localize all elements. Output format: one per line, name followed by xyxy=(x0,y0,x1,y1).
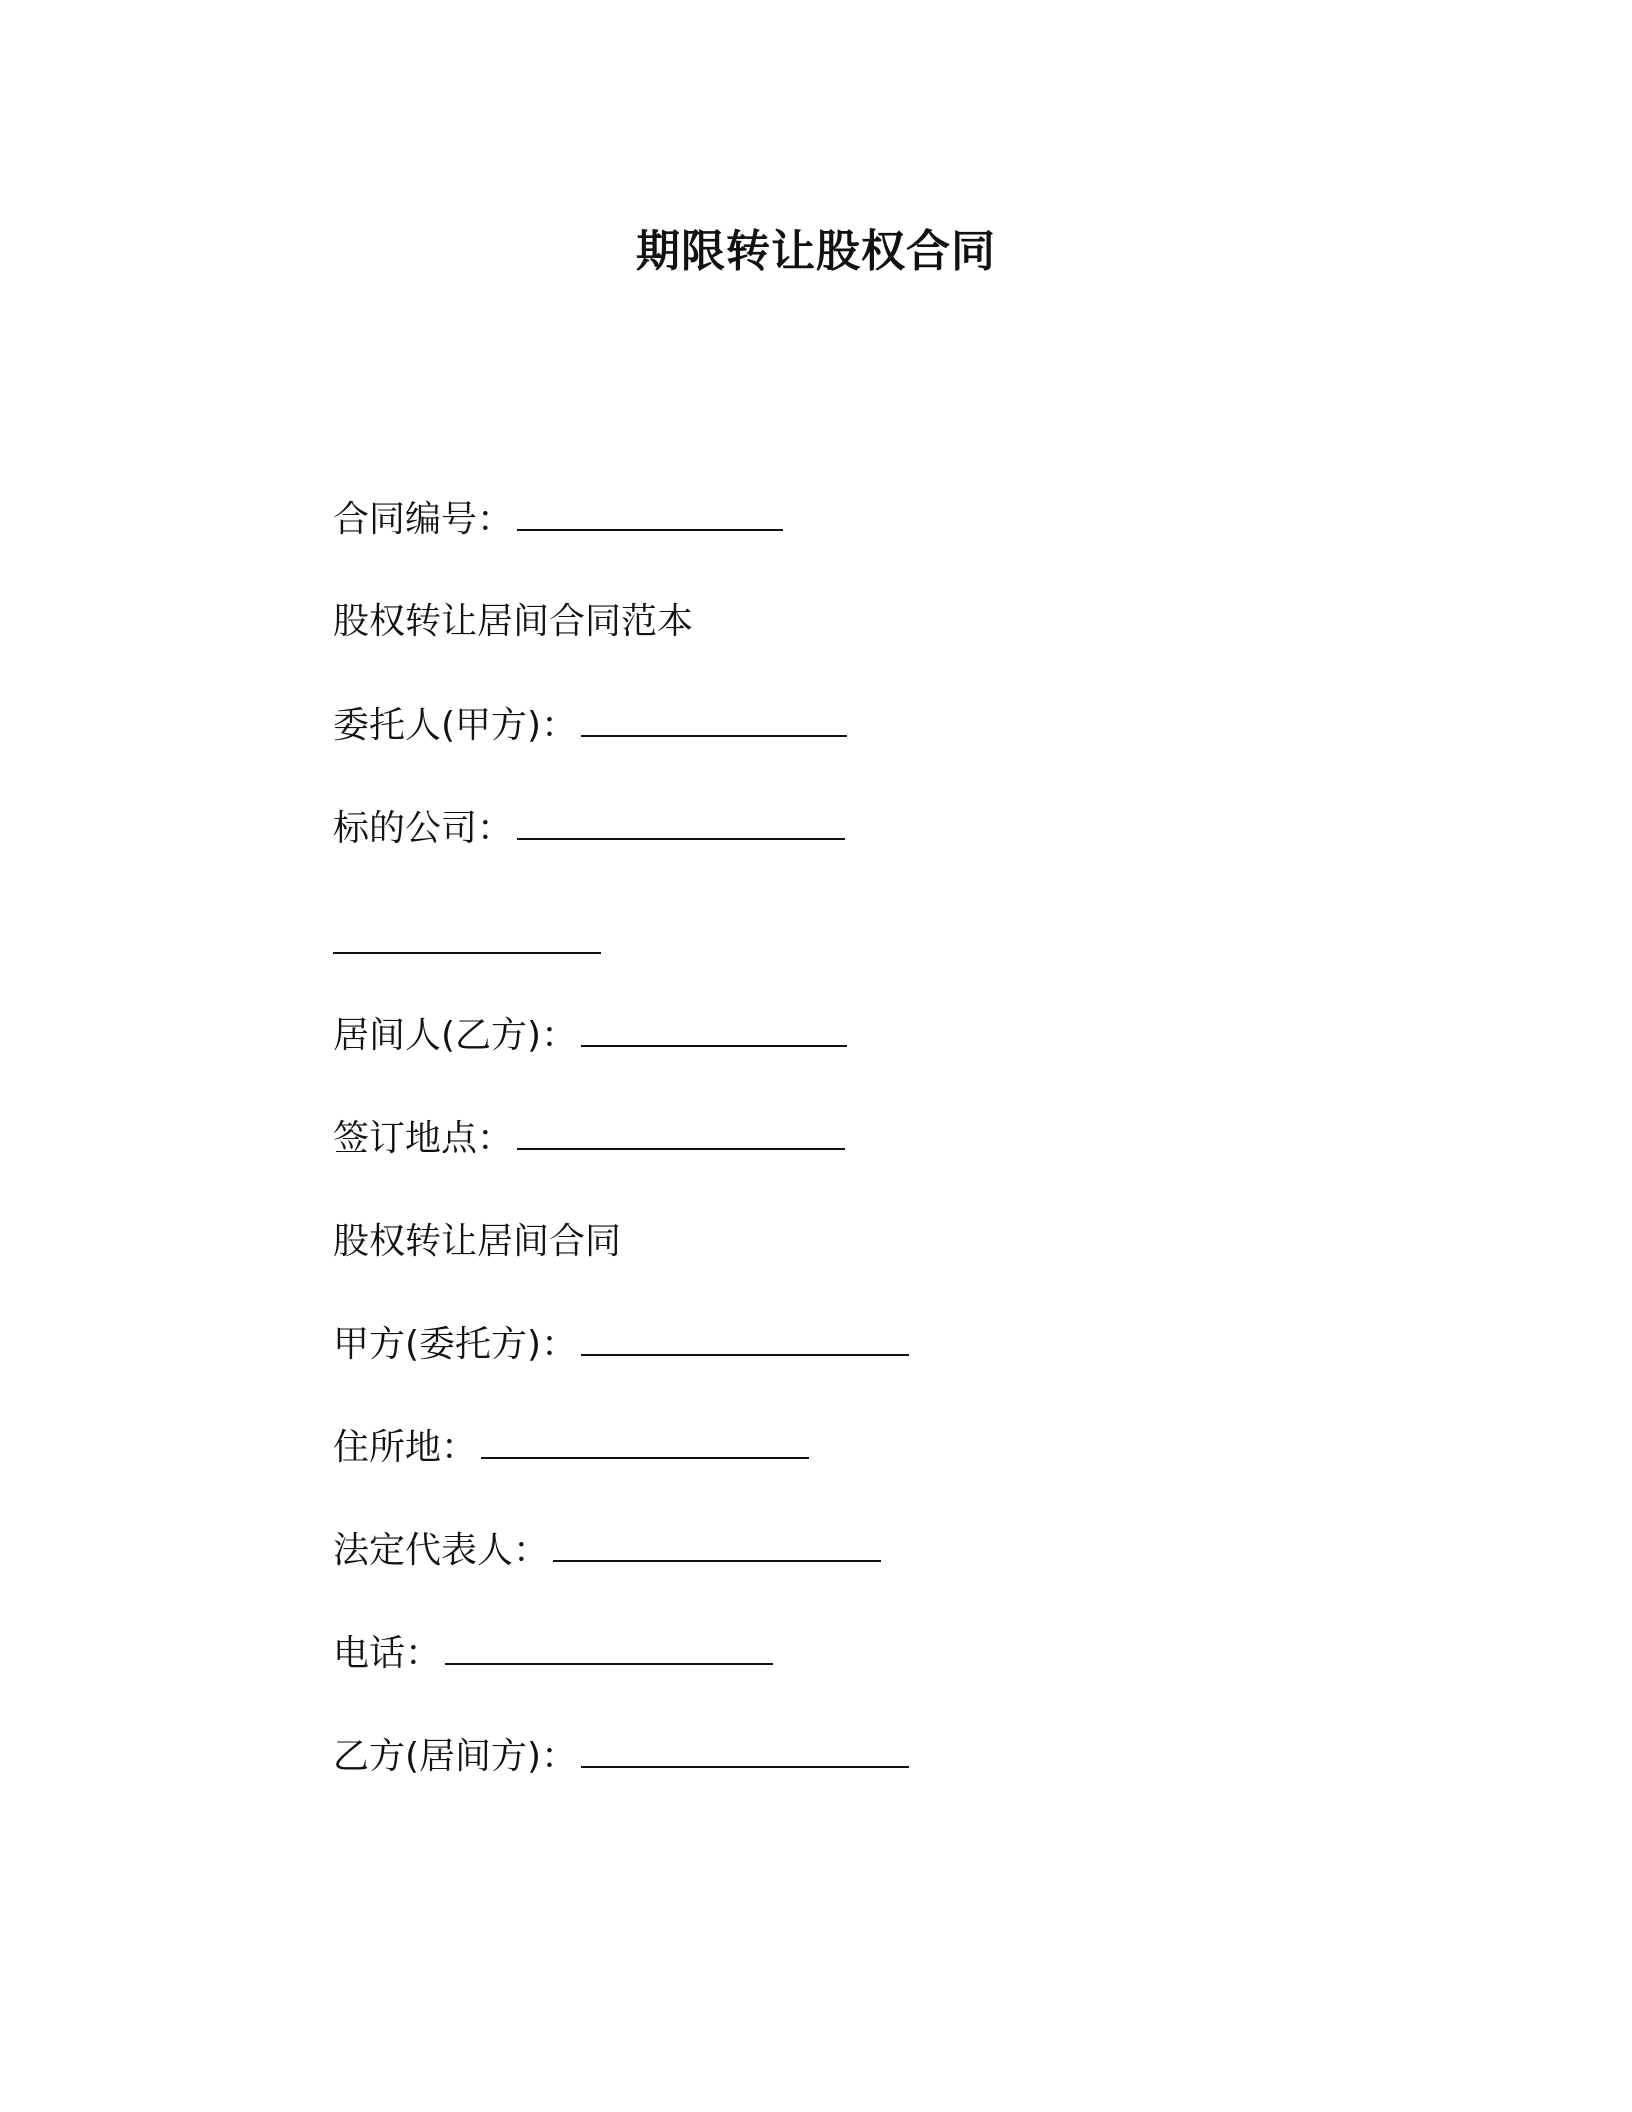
contract-heading-line xyxy=(333,1218,621,1266)
address-label: 住所地： xyxy=(333,1427,478,1468)
contract-number-blank xyxy=(517,499,783,531)
target-company-label: 标的公司： xyxy=(333,808,514,849)
party-b-line xyxy=(333,1733,909,1781)
target-company-blank xyxy=(517,808,845,840)
party-a-label: 甲方(委托方)： xyxy=(333,1324,578,1365)
template-heading: 股权转让居间合同范本 xyxy=(333,601,694,642)
signing-place-blank xyxy=(517,1118,845,1150)
target-company-line xyxy=(333,805,845,853)
signing-place-label: 签订地点： xyxy=(333,1118,514,1159)
principal-blank xyxy=(581,705,847,737)
template-heading-line xyxy=(333,598,693,646)
phone-blank xyxy=(445,1633,773,1665)
party-b-label: 乙方(居间方)： xyxy=(333,1736,578,1777)
address-line xyxy=(333,1424,809,1472)
phone-label: 电话： xyxy=(333,1633,442,1674)
legal-rep-label: 法定代表人： xyxy=(333,1530,550,1571)
legal-rep-line xyxy=(333,1527,881,1575)
continuation-line xyxy=(333,912,601,954)
signing-place-line xyxy=(333,1115,845,1163)
principal-label: 委托人(甲方)： xyxy=(333,705,578,746)
phone-line xyxy=(333,1630,773,1678)
address-blank xyxy=(481,1427,809,1459)
legal-rep-blank xyxy=(553,1530,881,1562)
party-a-line xyxy=(333,1321,909,1369)
principal-line xyxy=(333,702,847,750)
contract-heading: 股权转让居间合同 xyxy=(333,1221,622,1262)
continuation-blank xyxy=(333,952,601,954)
contract-number-line xyxy=(333,496,783,544)
party-a-blank xyxy=(581,1324,909,1356)
party-b-blank xyxy=(581,1736,909,1768)
intermediary-label: 居间人(乙方)： xyxy=(333,1015,578,1056)
document-title: 期限转让股权合同 xyxy=(636,226,996,277)
intermediary-line xyxy=(333,1012,847,1060)
intermediary-blank xyxy=(581,1015,847,1047)
contract-number-label: 合同编号： xyxy=(333,499,514,540)
